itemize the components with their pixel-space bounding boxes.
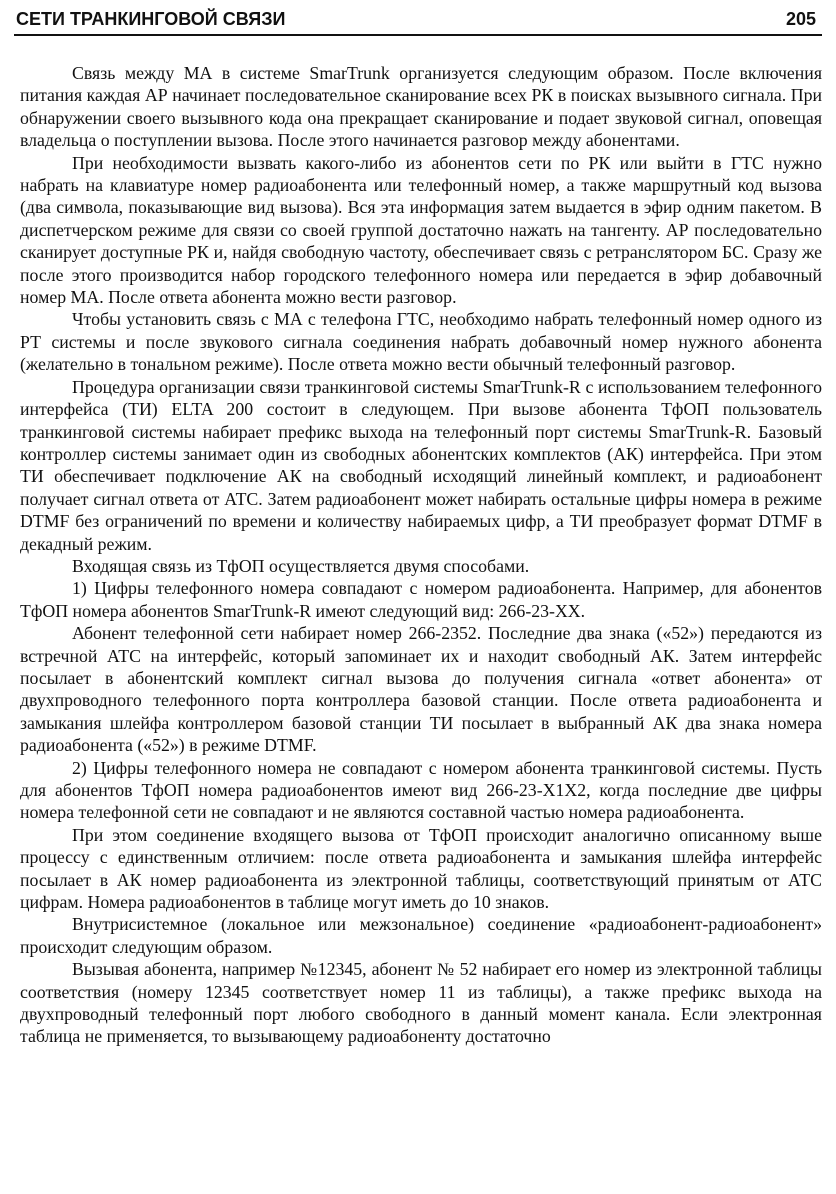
paragraph: Процедура организации связи транкинговой системы SmarTrunk-R с использованием телефонного интерфейса (ТИ) ELTA 200 состоит в следующем. При вызове абонента ТфОП пользователь транкинговой системы набирает префикс выхода на телефонный порт системы SmarTrunk-R. Базовый контроллер системы занимает один из свободных абонентских комплектов (АК) интерфейса. При этом ТИ обеспечивает подключение АК на свободный исходящий линейный комплект, и радиоабонент получает сигнал ответа от АТС. Затем радиоабонент может набирать остальные цифры номера в режиме DTMF без ограничений по времени и количеству набираемых цифр, а ТИ преобразует формат DTMF в декадный режим. <box>20 376 822 554</box>
paragraph: 1) Цифры телефонного номера совпадают с номером радиоабонента. Например, для абонентов ТфОП номера абонентов SmarTrunk-R имеют следующий вид: 266-23-XX. <box>20 578 822 621</box>
paragraph: При этом соединение входящего вызова от ТфОП происходит аналогично описанному выше процессу с единственным отличием: после ответа радиоабонента и замыкания шлейфа интерфейс посылает в АК номер радиоабонента из электронной таблицы, соответствующий принятым от АТС цифрам. Номера радиоабонентов в таблице могут иметь до 10 знаков. <box>20 824 822 913</box>
paragraph: При необходимости вызвать какого-либо из абонентов сети по РК или выйти в ГТС нужно набрать на клавиатуре номер радиоабонента или телефонный номер, а также маршрутный код вызова (два символа, показывающие вид вызова). Вся эта информация затем выдается в эфир одним пакетом. В диспетчерском режиме для связи со своей группой достаточно нажать на тангенту. АР последовательно сканирует доступные РК и, найдя свободную частоту, обеспечивает связь с ретранслятором БС. Сразу же после этого производится набор городского телефонного номера или передается в эфир добавочный номер МА. После ответа абонента можно вести разговор. <box>20 152 822 308</box>
running-title: СЕТИ ТРАНКИНГОВОЙ СВЯЗИ <box>16 9 286 29</box>
running-head <box>14 4 822 36</box>
paragraph: 2) Цифры телефонного номера не совпадают с номером абонента транкинговой системы. Пусть для абонентов ТфОП номера радиоабонентов имеют вид 266-23-X1X2, когда последние две цифры номера телефонной сети не совпадают и не являются составной частью номера радиоабонента. <box>20 757 822 823</box>
page-number: 205 <box>785 9 816 29</box>
paragraph: Связь между МА в системе SmarTrunk организуется следующим образом. После включения питания каждая АР начинает последовательное сканирование всех РК в поисках вызывного сигнала. При обнаружении своего вызывного кода она прекращает сканирование и подает звуковой сигнал, оповещая владельца о поступлении вызова. После этого начинается разговор между абонентами. <box>20 63 822 151</box>
paragraph: Чтобы установить связь с МА с телефона ГТС, необходимо набрать телефонный номер одного из РТ системы и после звукового сигнала соединения набрать добавочный номер нужного абонента (желательно в тональном режиме). После ответа можно вести обычный телефонный разговор. <box>20 309 822 375</box>
paragraph: Входящая связь из ТфОП осуществляется двумя способами. <box>72 555 530 576</box>
paragraph: Абонент телефонной сети набирает номер 266-2352. Последние два знака («52») передаются из встречной АТС на интерфейс, который запоминает их и находит свободный АК. Затем интерфейс посылает в абонентский комплект сигнал вызова до получения сигнала «ответ абонента» от двухпроводного телефонного порта контроллера базовой станции. После ответа радиоабонента и замыкания шлейфа контроллером базовой станции ТИ посылает в выбранный АК два знака номера радиоабонента («52») в режиме DTMF. <box>20 623 822 756</box>
body-text <box>20 62 822 1048</box>
paragraph: Вызывая абонента, например №12345, абонент № 52 набирает его номер из электронной таблицы соответствия (номеру 12345 соответствует номер 11 из таблицы), а также префикс выхода на двухпроводный телефонный порт любого свободного в данный момент канала. Если электронная таблица не применяется, то вызывающему радиоабоненту достаточно <box>20 959 822 1047</box>
paragraph: Внутрисистемное (локальное или межзональное) соединение «радиоабонент-радиоабонент» происходит следующим образом. <box>20 914 822 957</box>
